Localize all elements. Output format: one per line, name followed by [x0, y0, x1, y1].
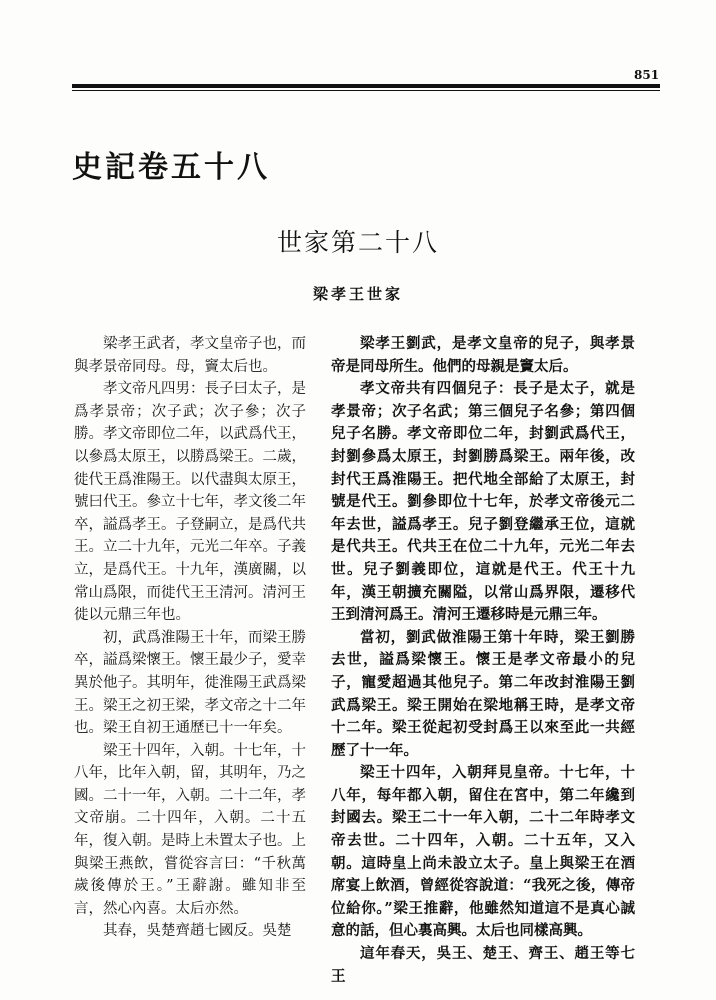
original-paragraph: 梁孝王武者，孝文皇帝子也，而與孝景帝同母。母，竇太后也。: [74, 336, 306, 375]
original-text-column: [74, 333, 306, 943]
chapter-title: 梁孝王世家: [312, 285, 403, 303]
original-paragraph: 其春，吳楚齊趙七國反。吳楚: [103, 923, 292, 940]
translation-paragraph: 孝文帝共有四個兒子：長子是太子，就是孝景帝；次子名武；第三個兒子名參；第四個兒子名勝。孝文帝即位二年，封劉武爲代王，封劉參爲太原王，封劉勝爲梁王。兩年後，改封代王爲淮陽王。把代地全部給了太原王，封號是代王。劉參即位十七年，於孝文帝後元二年去世，謚爲孝王。兒子劉登繼承王位，這就是代共王。代共王在位二十九年，元光二年去世。兒子劉義即位，這就是代王。代王十九年，漢王朝擴充關隘，以常山爲界限，遷移代王到清河爲王。清河王遷移時是元鼎三年。: [331, 380, 635, 624]
page-number: 851: [634, 68, 660, 82]
translation-text-column: [331, 333, 635, 988]
original-paragraph: 孝文帝凡四男：長子曰太子，是爲孝景帝；次子武；次子參；次子勝。孝文帝即位二年，以武爲代王，以參爲太原王，以勝爲梁王。二歲，徙代王爲淮陽王。以代盡與太原王，號曰代王。參立十七年，孝文後二年卒，謚爲孝王。子登嗣立，是爲代共王。立二十九年，元光二年卒。子義立，是爲代王。十九年，漢廣關，以常山爲限，而徙代王王清河。清河王徙以元鼎三年也。: [74, 381, 306, 624]
original-paragraph: 初，武爲淮陽王十年，而梁王勝卒，謚爲梁懷王。懷王最少子，愛幸異於他子。其明年，徙淮陽王武爲梁王。梁王之初王梁，孝文帝之十二年也。梁王自初王通歷已十一年矣。: [74, 629, 306, 737]
header-rule-thick: [72, 84, 660, 88]
translation-paragraph: 梁孝王劉武，是孝文皇帝的兒子，與孝景帝是同母所生。他們的母親是竇太后。: [331, 335, 635, 375]
volume-title: 史記卷五十八: [72, 150, 270, 185]
translation-paragraph: 當初，劉武做淮陽王第十年時，梁王劉勝去世，謚爲梁懷王。懷王是孝文帝最小的兒子，寵愛超過其他兒子。第二年改封淮陽王劉武爲梁王。梁王開始在梁地稱王時，是孝文帝十二年。梁王從起初受封爲王以來至此一共經歷了十一年。: [331, 628, 635, 759]
header-rule-thin: [72, 90, 660, 91]
original-paragraph: 梁王十四年，入朝。十七年，十八年，比年入朝，留，其明年，乃之國。二十一年，入朝。二十二年，孝文帝崩。二十四年，入朝。二十五年，復入朝。是時上未置太子也。上與梁王燕飲，嘗從容言曰：“千秋萬歲後傳於王。”王辭謝。雖知非至言，然心內喜。太后亦然。: [74, 742, 306, 917]
translation-paragraph: 這年春天，吳王、楚王、齊王、趙王等七王: [331, 945, 635, 985]
translation-paragraph: 梁王十四年，入朝拜見皇帝。十七年，十八年，每年都入朝，留住在宮中，第二年纔到封國去。梁王二十一年入朝，二十二年時孝文帝去世。二十四年，入朝。二十五年，又入朝。這時皇上尚未設立太子。皇上與梁王在酒席宴上飲酒，曾經從容說道：“我死之後，傳帝位給你。”梁王推辭，他雖然知道這不是真心誠意的話，但心裏高興。太后也同樣高興。: [331, 764, 635, 940]
section-title: 世家第二十八: [276, 228, 439, 257]
